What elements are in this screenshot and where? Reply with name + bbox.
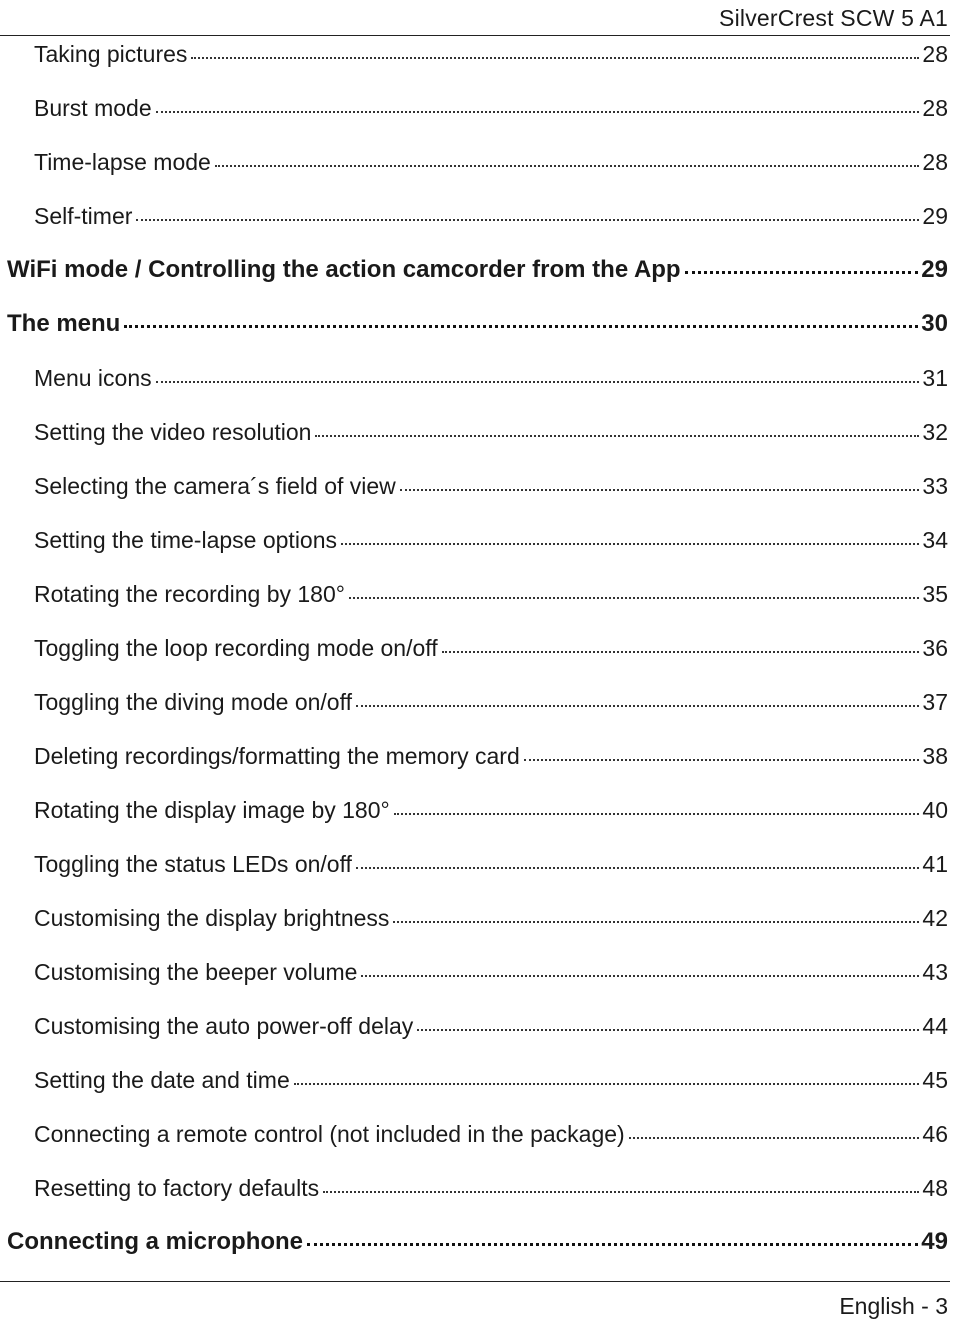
toc-entry-page-number: 46	[922, 1121, 948, 1147]
toc-subsection-entry[interactable]	[0, 567, 960, 621]
toc-subsection-entry[interactable]	[0, 513, 960, 567]
toc-subsection-entry[interactable]	[0, 621, 960, 675]
toc-entry-title: Setting the time-lapse options	[34, 527, 338, 553]
toc-section-entry[interactable]	[0, 243, 960, 297]
toc-subsection-entry[interactable]	[0, 351, 960, 405]
toc-entry-page-number: 45	[922, 1067, 948, 1093]
dot-leader	[215, 165, 920, 167]
toc-entry-page-number: 41	[922, 851, 948, 877]
footer-divider	[0, 1281, 950, 1282]
dot-leader	[394, 813, 920, 815]
document-title: SilverCrest SCW 5 A1	[719, 5, 948, 31]
dot-leader	[356, 867, 919, 869]
toc-subsection-entry[interactable]	[0, 459, 960, 513]
dot-leader	[315, 435, 919, 437]
toc-entry-page-number: 34	[922, 527, 948, 553]
toc-subsection-entry[interactable]	[0, 135, 960, 189]
toc-entry-title: Toggling the loop recording mode on/off	[34, 635, 438, 661]
dot-leader	[307, 1243, 918, 1246]
toc-entry-title: Customising the beeper volume	[34, 959, 358, 985]
toc-entry-title: Toggling the diving mode on/off	[34, 689, 352, 715]
toc-subsection-entry[interactable]	[0, 945, 960, 999]
toc-entry-title: Setting the video resolution	[34, 419, 312, 445]
dot-leader	[356, 705, 919, 707]
toc-entry-title: Rotating the display image by 180°	[34, 797, 390, 823]
toc-subsection-entry[interactable]	[0, 405, 960, 459]
toc-subsection-entry[interactable]	[0, 189, 960, 243]
toc-entry-page-number: 28	[922, 149, 948, 175]
toc-entry-title: Taking pictures	[34, 41, 188, 67]
toc-entry-page-number: 30	[921, 310, 948, 337]
toc-section-entry[interactable]	[0, 1215, 960, 1269]
dot-leader	[524, 759, 920, 761]
toc-entry-title: Burst mode	[34, 95, 152, 121]
toc-entry-page-number: 32	[922, 419, 948, 445]
toc-section-entry[interactable]	[0, 297, 960, 351]
dot-leader	[393, 921, 919, 923]
toc-entry-page-number: 48	[922, 1175, 948, 1201]
toc-subsection-entry[interactable]	[0, 999, 960, 1053]
toc-entry-title: Customising the auto power-off delay	[34, 1013, 414, 1039]
toc-entry-page-number: 43	[922, 959, 948, 985]
toc-subsection-entry[interactable]	[0, 729, 960, 783]
dot-leader	[136, 219, 919, 221]
dot-leader	[629, 1137, 920, 1139]
toc-entry-title: WiFi mode / Controlling the action camcorder from the App	[7, 256, 681, 283]
dot-leader	[341, 543, 919, 545]
toc-entry-title: Time-lapse mode	[34, 149, 211, 175]
toc-entry-page-number: 40	[922, 797, 948, 823]
toc-entry-page-number: 49	[921, 1228, 948, 1255]
toc-entry-page-number: 28	[922, 41, 948, 67]
toc-subsection-entry[interactable]	[0, 27, 960, 81]
toc-subsection-entry[interactable]	[0, 81, 960, 135]
toc-entry-page-number: 29	[921, 256, 948, 283]
toc-entry-page-number: 36	[922, 635, 948, 661]
page-footer	[0, 1278, 960, 1326]
toc-entry-page-number: 42	[922, 905, 948, 931]
toc-entry-title: Customising the display brightness	[34, 905, 390, 931]
toc-entry-page-number: 28	[922, 95, 948, 121]
toc-subsection-entry[interactable]	[0, 1053, 960, 1107]
toc-entry-title: Connecting a microphone	[7, 1228, 304, 1255]
dot-leader	[442, 651, 920, 653]
toc-entry-title: Resetting to factory defaults	[34, 1175, 320, 1201]
toc-entry-page-number: 44	[922, 1013, 948, 1039]
toc-entry-page-number: 29	[922, 203, 948, 229]
toc-entry-title: Toggling the status LEDs on/off	[34, 851, 352, 877]
dot-leader	[417, 1029, 919, 1031]
dot-leader	[294, 1083, 920, 1085]
toc-entry-title: Menu icons	[34, 365, 152, 391]
dot-leader	[156, 111, 920, 113]
page-number-label: English - 3	[839, 1293, 948, 1319]
toc-entry-page-number: 35	[922, 581, 948, 607]
dot-leader	[191, 57, 919, 59]
toc-subsection-entry[interactable]	[0, 783, 960, 837]
dot-leader	[361, 975, 919, 977]
dot-leader	[323, 1191, 919, 1193]
toc-subsection-entry[interactable]	[0, 837, 960, 891]
toc-entry-title: Deleting recordings/formatting the memory card	[34, 743, 520, 769]
dot-leader	[156, 381, 920, 383]
toc-entry-title: Setting the date and time	[34, 1067, 290, 1093]
toc-entry-title: The menu	[7, 310, 121, 337]
toc-subsection-entry[interactable]	[0, 675, 960, 729]
toc-subsection-entry[interactable]	[0, 1161, 960, 1215]
toc-entry-page-number: 37	[922, 689, 948, 715]
toc-entry-title: Self-timer	[34, 203, 133, 229]
toc-entry-title: Rotating the recording by 180°	[34, 581, 345, 607]
toc-entry-page-number: 31	[922, 365, 948, 391]
toc-entry-page-number: 33	[922, 473, 948, 499]
toc-subsection-entry[interactable]	[0, 1107, 960, 1161]
dot-leader	[349, 597, 919, 599]
toc-entry-page-number: 38	[922, 743, 948, 769]
toc-entry-title: Connecting a remote control (not included in the package)	[34, 1121, 625, 1147]
table-of-contents	[0, 27, 960, 1269]
dot-leader	[685, 271, 919, 274]
toc-entry-title: Selecting the camera´s field of view	[34, 473, 396, 499]
toc-subsection-entry[interactable]	[0, 891, 960, 945]
dot-leader	[400, 489, 920, 491]
dot-leader	[124, 325, 918, 328]
